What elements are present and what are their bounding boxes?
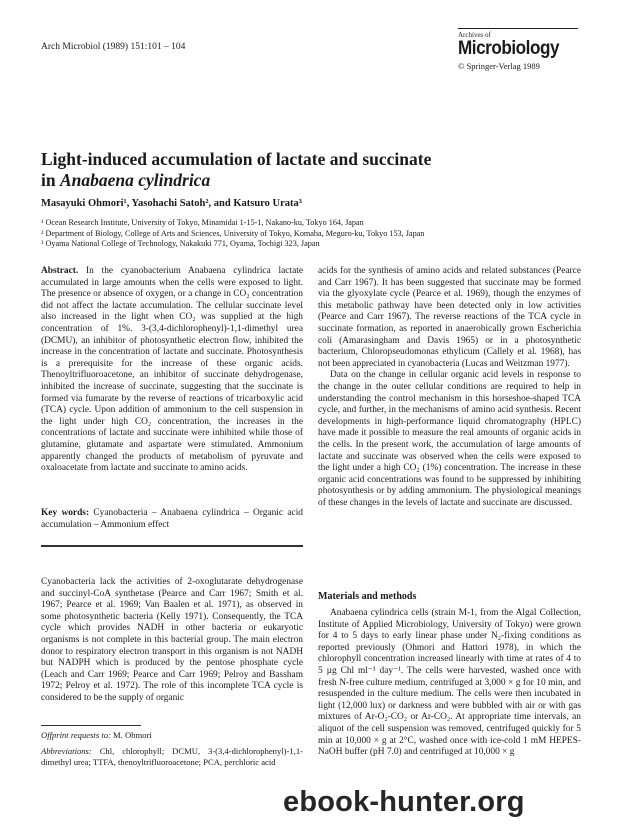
offprint-requests: [41, 730, 303, 742]
title-line-1: Light-induced accumulation of lactate and succinate: [41, 149, 432, 169]
offprint-name: M. Ohmori: [113, 730, 152, 740]
journal-name: Microbiology: [458, 38, 560, 59]
abbreviations: [41, 746, 303, 767]
journal-prefix: Archives of: [458, 28, 578, 39]
journal-citation: Arch Microbiol (1989) 151:101 – 104: [41, 42, 186, 52]
introduction-text: Cyanobacteria lack the activities of 2-oxoglutarate dehydrogenase and succinyl-CoA synthetase (Pearce and Carr 1967; Smith et al. 1967; Pearce et al. 1969; Van Baalen et al. 1971), as observed in some photosynthetic bacteria (Kelly 1971). Consequently, the TCA cycle which provides NADH in other bacteria or eukaryotic organisms is not complete in this bacterial group. The main electron donor to respiratory electron transport in this organism is not NADH but NADPH which is produced by the pentose phosphate cycle (Leach and Carr 1969; Pearce and Carr 1969; Pelroy and Bassham 1972; Pelroy et al. 1972). The role of this incomplete TCA cycle is considered to be the supply of organic: [41, 577, 303, 703]
article-title: [41, 149, 571, 191]
journal-logo: [458, 28, 578, 71]
affiliation-2: ² Department of Biology, College of Arts and Sciences, University of Tokyo, Komaba, Meguro-ku, Tokyo 153, Japan: [41, 228, 425, 238]
keywords: [41, 508, 303, 531]
methods-heading: Materials and methods: [318, 591, 417, 602]
affiliation-3: ³ Oyama National College of Technology, Nakakuki 771, Oyama, Tochigi 323, Japan: [41, 239, 320, 248]
abstract-text: In the cyanobacterium Anabaena cylindrica lactate accumulated in large amounts when the cells were exposed to light. The presence or absence of oxygen, or a change in CO₂ concentration did not affect the lactate accumulation. The cellular succinate level also increased in the light when CO₂ was supplied at the high concentration of 1%. 3-(3,4-dichlorophenyl)-1,1-dimethyl urea (DCMU), an inhibitor of photosynthetic electron flow, inhibited the increase in the concentration of lactate and succinate. Photosynthesis is a prerequisite for the increase of these organic acids. Thenoyltrifluoroacetone, an inhibitor of succinate dehydrogenase, inhibited the increase of succinate, suggesting that the succinate is formed via fumarate by the reverse of reactions of tricarboxylic acid (TCA) cycle. Upon addition of ammonium to the cell suspension in the light under high CO₂ concentration, the increases in the concentrations of lactate and succinate were inhibited while those of glutamine, glutamate and aspartate were stimulated. Ammonium apparently changed the products of metabolism of pyruvate and oxaloacetate from lactate and succinate to amino acids.: [41, 266, 304, 474]
watermark: ebook-hunter.org: [283, 786, 525, 818]
abstract-label: Abstract.: [41, 266, 79, 276]
abstract: [41, 266, 303, 475]
affiliations: [41, 218, 581, 250]
keywords-label: Key words:: [41, 508, 90, 518]
offprint-label: Offprint requests to:: [41, 730, 111, 740]
copyright-notice: © Springer-Verlag 1989: [458, 61, 540, 71]
intro-paragraph-1: acids for the synthesis of amino acids and related substances (Pearce and Carr 1967). It has been suggested that succinate may be formed via the glyoxylate cycle (Pearce et al. 1969), though the enzymes of this metabolic pathway have been detected only in low activities (Pearce and Carr 1967). The reverse reactions of the TCA cycle in succinate formation, as reported in anaerobically grown Escherichia coli (Amarasingham and Davis 1965) or in a photosynthetic bacterium, Chloropseudomonas ethylicum (Callely et al. 1968), has not been appreciated in cyanobacteria (Lucas and Weitzman 1977).: [318, 266, 581, 369]
author-list: Masayuki Ohmori¹, Yasohachi Satoh², and Katsuro Urata³: [41, 198, 302, 209]
methods-text: Anabaena cylindrica cells (strain M-1, from the Algal Collection, Institute of Applied Microbiology, University of Tokyo) were grown for 4 to 5 days to early linear phase under N₂-fixing conditions as reported previously (Ohmori and Hattori 1978), in which the chlorophyll concentration increased linearly with time at rates of 4 to 5 µg Chl ml⁻¹ day⁻¹. The cells were harvested, washed once with fresh N-free culture medium, centrifuged at 3,000 × g for 10 min, and resuspended in the culture medium. The cells were then incubated in light (12,000 lux) or darkness and were bubbled with air or with gas mixtures of Ar-O₂-CO₂ or Ar-CO₂. At appropriate time intervals, an aliquot of the cell suspension was removed, centrifuged quickly for 5 min at 10,000 × g at 2°C, washed once with ice-cold 1 mM HEPES-NaOH buffer (pH 7.0) and centrifuged at 10,000 × g: [318, 608, 581, 758]
intro-paragraph-2: Data on the change in cellular organic acid levels in response to the change in the outer cellular conditions are required to help in understanding the control mechanism in this horseshoe-shaped TCA cycle, and further, in the mechanisms of amino acid synthesis. Recent developments in high-performance liquid chromatography (HPLC) have made it possible to measure the real amounts of organic acids in the cells. In the present work, the accumulation of large amounts of lactate and succinate was observed when the cells were exposed to the light under a high CO₂ (1%) concentration. The increase in these organic acid concentrations was found to be suppressed by inhibiting photosynthesis or by adding ammonium. The physiological meanings of these changes in the levels of lactate and succinate are discussed.: [318, 370, 581, 508]
title-species: Anabaena cylindrica: [59, 170, 211, 190]
keywords-text: Cyanobacteria – Anabaena cylindrica – Organic acid accumulation – Ammonium effect: [41, 508, 303, 530]
footnote-divider: [41, 725, 141, 726]
abbreviations-text: Chl, chlorophyll; DCMU, 3-(3,4-dichlorophenyl)-1,1-dimethyl urea; TTFA, thenoyltrifluoroacetone; PCA, perchloric acid: [41, 746, 303, 767]
title-prefix: in: [41, 170, 60, 190]
section-divider: [41, 545, 303, 547]
right-column-intro: [318, 266, 581, 509]
title-line-2: [41, 170, 571, 191]
affiliation-1: ¹ Ocean Research Institute, University of Tokyo, Minamidai 1-15-1, Nakano-ku, Tokyo 164, Japan: [41, 218, 364, 227]
abbreviations-label: Abbreviations:: [41, 746, 92, 756]
